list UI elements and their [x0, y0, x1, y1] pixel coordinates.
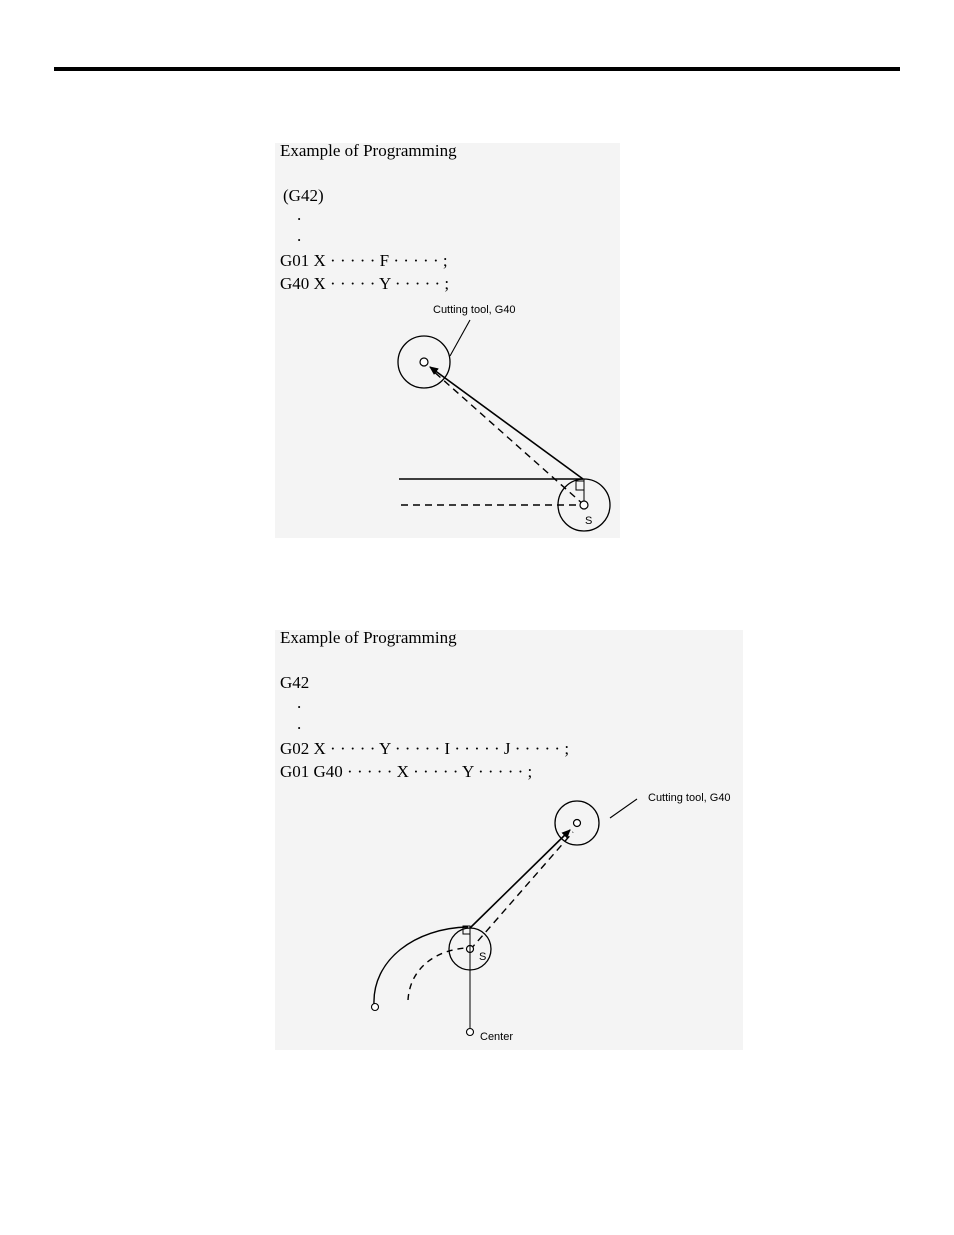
- example2-contour-arc: [374, 927, 468, 1005]
- example2-tool-center: [574, 820, 581, 827]
- example1-heading: Example of Programming: [280, 141, 457, 160]
- example2-start-label: S: [479, 951, 487, 963]
- example2-code-line-5: G01 G40 · · · · · X · · · · · Y · · · · · ;: [280, 762, 533, 781]
- example1-code-line-3: .: [297, 226, 302, 245]
- example2-code-line-3: .: [297, 714, 302, 733]
- example1-tool-label: Cutting tool, G40: [433, 304, 516, 316]
- example1-code-line-4: G01 X · · · · · F · · · · · ;: [280, 251, 448, 270]
- example1-code-line-5: G40 X · · · · · Y · · · · · ;: [280, 274, 450, 293]
- example1-start-label: S: [585, 515, 593, 527]
- example2-heading: Example of Programming: [280, 628, 457, 647]
- example2-arc-start: [372, 1004, 379, 1011]
- example2-programmed-path: [470, 832, 573, 950]
- example2-tool-label: Cutting tool, G40: [648, 792, 731, 804]
- example2-offset-arc: [408, 948, 466, 1000]
- example2-code-line-4: G02 X · · · · · Y · · · · · I · · · · · J · · · · · ;: [280, 739, 570, 758]
- example2-label-leader: [610, 799, 637, 818]
- example1-code-line-1: (G42): [283, 186, 324, 205]
- example2-cutter-path: [470, 830, 570, 928]
- example2-center-label: Center: [480, 1031, 514, 1043]
- example2-center-point: [467, 1029, 474, 1036]
- example2-code-line-2: .: [297, 693, 302, 712]
- example2-code-line-1: G42: [280, 673, 310, 692]
- example1-code-line-2: .: [297, 205, 302, 224]
